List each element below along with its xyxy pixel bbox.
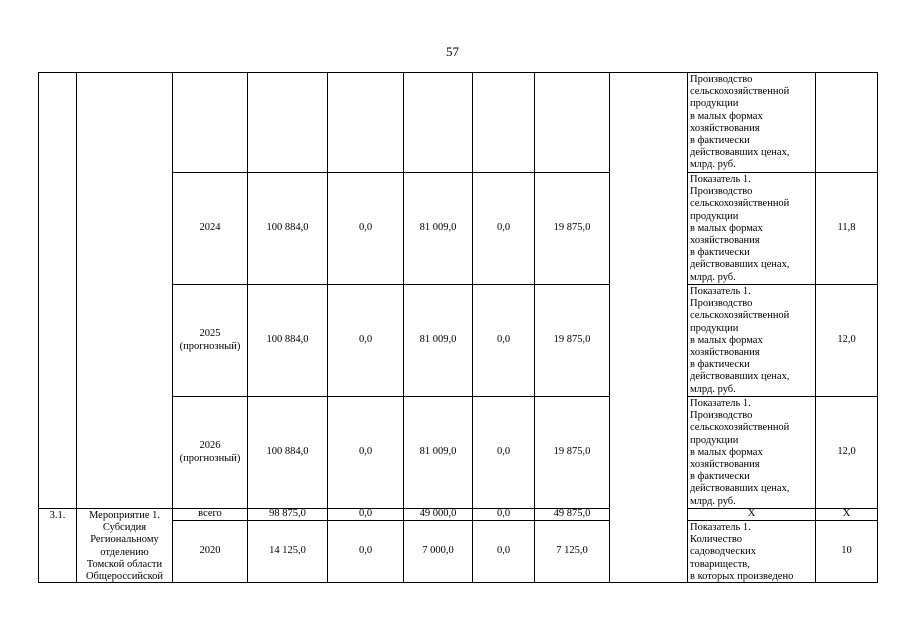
regional-budget-cell: 81 009,0 — [403, 284, 473, 397]
continued-empty-cell — [172, 72, 248, 173]
year-cell: 2025 (прогнозный) — [172, 284, 248, 397]
indicator-cell: Показатель 1. Производство сельскохозяйственной продукции в малых формах хозяйствования в фактически действовавших ценах, млрд. руб. — [687, 284, 816, 397]
local-budget-cell: 0,0 — [472, 284, 535, 397]
indicator-value-cell: X — [815, 508, 878, 521]
regional-budget-cell: 7 000,0 — [403, 520, 473, 583]
measure-name-cell: Мероприятие 1. Субсидия Региональному отделению Томской области Общероссийской — [76, 508, 173, 583]
local-budget-cell: 0,0 — [472, 172, 535, 285]
total-cell: 100 884,0 — [247, 284, 328, 397]
federal-budget-cell: 0,0 — [327, 508, 404, 521]
regional-budget-cell: 81 009,0 — [403, 396, 473, 509]
indicator-cell: Показатель 1. Производство сельскохозяйственной продукции в малых формах хозяйствования в фактически действовавших ценах, млрд. руб. — [687, 172, 816, 285]
year-cell: 2024 — [172, 172, 248, 285]
indicator-value-cell: 11,8 — [815, 172, 878, 285]
extrabudgetary-cell: 19 875,0 — [534, 284, 610, 397]
indicator-cell: Показатель 1. Производство сельскохозяйственной продукции в малых формах хозяйствования в фактически действовавших ценах, млрд. руб. — [687, 396, 816, 509]
local-budget-cell: 0,0 — [472, 508, 535, 521]
total-cell: 14 125,0 — [247, 520, 328, 583]
indicator-value-cell: 10 — [815, 520, 878, 583]
indicator-value-cell: 12,0 — [815, 284, 878, 397]
total-cell: 100 884,0 — [247, 396, 328, 509]
continued-empty-cell — [534, 72, 610, 173]
total-cell: 98 875,0 — [247, 508, 328, 521]
indicator-value-cell — [815, 72, 878, 173]
indicator-cell: Производство сельскохозяйственной продукции в малых формах хозяйствования в фактически действовавших ценах, млрд. руб. — [687, 72, 816, 173]
regional-budget-cell: 49 000,0 — [403, 508, 473, 521]
source-cell — [609, 72, 688, 583]
continued-empty-cell — [472, 72, 535, 173]
federal-budget-cell: 0,0 — [327, 172, 404, 285]
row-number-cell-continued — [38, 72, 77, 509]
row-number-cell: 3.1. — [38, 508, 77, 583]
indicator-cell: Показатель 1. Количество садоводческих товариществ, в которых произведено — [687, 520, 816, 583]
year-cell: 2026 (прогнозный) — [172, 396, 248, 509]
measure-name-cell-continued — [76, 72, 173, 509]
extrabudgetary-cell: 19 875,0 — [534, 396, 610, 509]
continued-empty-cell — [247, 72, 328, 173]
federal-budget-cell: 0,0 — [327, 396, 404, 509]
year-cell: 2020 — [172, 520, 248, 583]
extrabudgetary-cell: 7 125,0 — [534, 520, 610, 583]
continued-empty-cell — [403, 72, 473, 173]
local-budget-cell: 0,0 — [472, 396, 535, 509]
continued-empty-cell — [327, 72, 404, 173]
extrabudgetary-cell: 19 875,0 — [534, 172, 610, 285]
regional-budget-cell: 81 009,0 — [403, 172, 473, 285]
federal-budget-cell: 0,0 — [327, 520, 404, 583]
year-cell: всего — [172, 508, 248, 521]
indicator-cell: X — [687, 508, 816, 521]
page-number: 57 — [446, 44, 459, 59]
extrabudgetary-cell: 49 875,0 — [534, 508, 610, 521]
total-cell: 100 884,0 — [247, 172, 328, 285]
federal-budget-cell: 0,0 — [327, 284, 404, 397]
indicator-value-cell: 12,0 — [815, 396, 878, 509]
local-budget-cell: 0,0 — [472, 520, 535, 583]
